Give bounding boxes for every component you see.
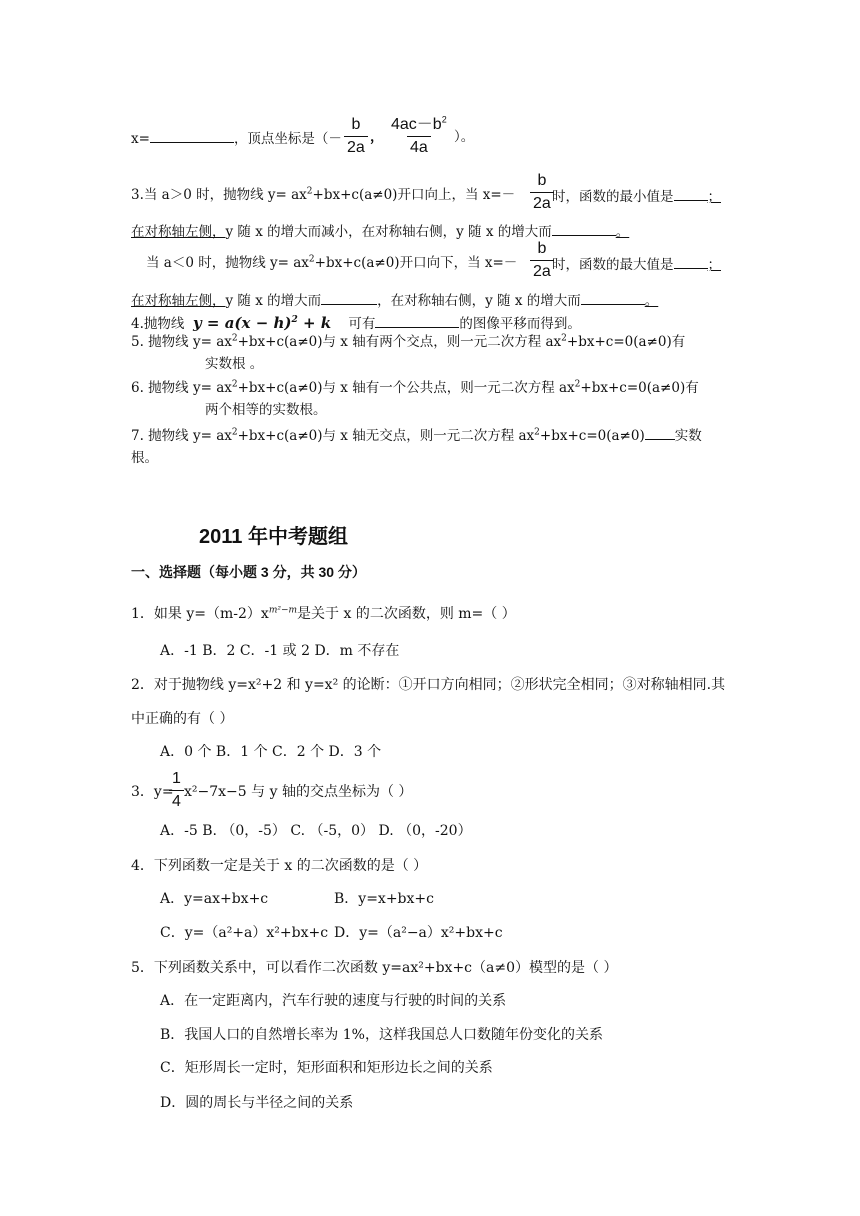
question-2-options: A．0 个 B．1 个 C．2 个 D．3 个 (160, 744, 382, 760)
section-heading: 一、选择题（每小题 3 分，共 30 分） (131, 564, 366, 580)
text: ）。 (454, 129, 475, 145)
answer-blank (150, 128, 234, 143)
question-1-options: A．-1 B．2 C．-1 或 2 D．m 不存在 (160, 643, 400, 659)
item-3-line-1: 3.当 a＞0 时，抛物线 $y= ax^2+bx+c(a\ne 0)$开口向上，当 x=－ (131, 186, 516, 203)
fraction-b-2a: $\frac{b}{2a}$ (528, 172, 556, 213)
question-4-option-b: B．y=x+bx+c (334, 891, 434, 907)
question-4-option-d: D．y=（a²−a）x²+bx+c (334, 925, 503, 941)
item-4: 4.抛物线 $y = a(x - h)^2 + k$ 可有 的图像平移而得到。 (131, 314, 581, 332)
item-3-line-1-end: 时，函数的最小值是 ； (552, 186, 721, 206)
question-3: 3．y= (131, 784, 174, 800)
item-3-line-4: 在对称轴左侧，y 随 x 的增大而 ，在对称轴右侧，y 随 x 的增大而 。 (131, 290, 658, 310)
question-1: 1．如果 $y=(m-2)x^{m^2-m}$是关于 x 的二次函数，则 m=（ ） (131, 605, 516, 622)
item-7-line-2: 根。 (131, 450, 158, 466)
item-6-line-2: 两个相等的实数根。 (205, 402, 327, 418)
question-2-line-2: 中正确的有（ ） (131, 711, 234, 727)
question-5-option-d: D．圆的周长与半径之间的关系 (160, 1095, 354, 1111)
vertex-line (131, 128, 342, 148)
question-2: 2．对于抛物线 y=x²+2 和 y=x² 的论断：①开口方向相同；②形状完全相同；③对称轴相同.其 (131, 677, 726, 693)
item-5-line-2: 实数根 。 (205, 356, 264, 372)
item-6: 6. 抛物线 $y= ax^2+bx+c(a\ne 0)$与 x 轴有一个公共点，则一元二次方程 $ax^2+bx+c=0(a\ne 0)$有 (131, 379, 699, 396)
question-5: 5．下列函数关系中，可以看作二次函数 y=ax²+bx+c（a≠0）模型的是（ ） (131, 960, 618, 976)
item-3-line-2: 在对称轴左侧，y 随 x 的增大而减小，在对称轴右侧，y 随 x 的增大而 。 (131, 221, 629, 241)
separator: ， (370, 129, 384, 145)
fraction-1-4: $\frac{1}{4}$ (167, 770, 186, 811)
fraction-b-2a: $\frac{b}{2a}$ (342, 116, 370, 157)
question-4-option-c: C．y=（a²+a）x²+bx+c (160, 925, 329, 941)
fraction-4ac-b2-4a: $\frac{4ac-b^2}{4a}$ (391, 114, 447, 156)
question-3-options: A．-5 B. （0，-5） C. （-5，0） D. （0，-20） (160, 823, 472, 839)
question-5-option-c: C．矩形周长一定时，矩形面积和矩形边长之间的关系 (160, 1060, 493, 1076)
section-title: 2011 年中考题组 (199, 526, 348, 548)
question-4-option-a: A．y=ax+bx+c (160, 891, 269, 907)
item-3-line-3-end: 时，函数的最大值是 ； (552, 254, 721, 274)
question-4: 4．下列函数一定是关于 x 的二次函数的是（ ） (131, 858, 428, 874)
text: x= (131, 131, 150, 147)
question-5-option-b: B．我国人口的自然增长率为 1%，这样我国总人口数随年份变化的关系 (160, 1027, 603, 1043)
question-5-option-a: A．在一定距离内，汽车行驶的速度与行驶的时间的关系 (160, 993, 507, 1009)
question-3-rest: x²−7x−5 与 y 轴的交点坐标为（ ） (184, 784, 413, 800)
text: ，顶点坐标是（－ (233, 131, 342, 147)
item-3-line-3: 当 a＜0 时，抛物线 $y= ax^2+bx+c(a\ne 0)$开口向下，当 x=－ (146, 254, 518, 271)
fraction-b-2a: $\frac{b}{2a}$ (528, 240, 556, 281)
item-7: 7. 抛物线 $y= ax^2+bx+c(a\ne 0)$与 x 轴无交点，则一元二次方程 $ax^2+bx+c=0(a\ne 0)$ 实数 (131, 425, 702, 445)
item-5: 5. 抛物线 $y= ax^2+bx+c(a\ne 0)$与 x 轴有两个交点，则一元二次方程 $ax^2+bx+c=0(a\ne 0)$有 (131, 333, 686, 350)
